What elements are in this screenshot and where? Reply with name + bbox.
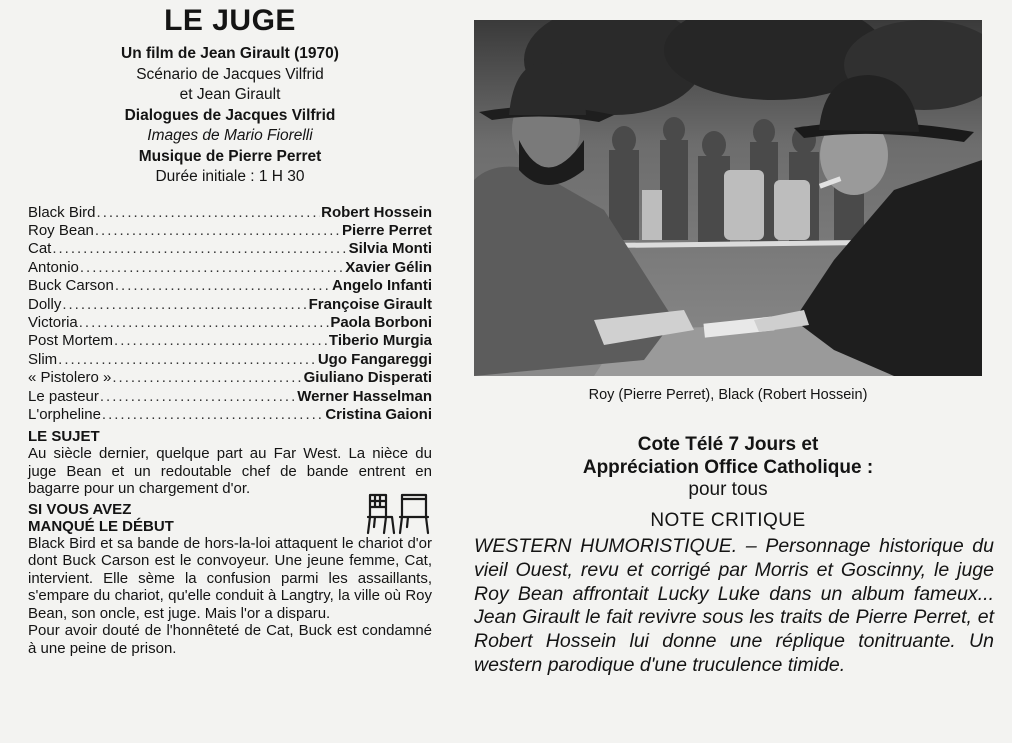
cast-role: Buck Carson: [28, 277, 114, 295]
chairs-icon: [366, 491, 432, 535]
dot-leader: [112, 369, 302, 387]
cast-row: [28, 277, 432, 295]
cast-row: [28, 388, 432, 406]
cast-row: [28, 314, 432, 332]
cast-role: L'orpheline: [28, 405, 101, 423]
cast-role: Slim: [28, 350, 58, 368]
dot-leader: [100, 388, 296, 406]
cast-row: [28, 351, 432, 369]
left-column: [28, 4, 432, 657]
dot-leader: [52, 240, 347, 258]
dot-leader: [58, 351, 317, 369]
film-still-photo: [474, 20, 982, 376]
dot-leader: [115, 277, 331, 295]
cast-role: Antonio: [28, 258, 79, 276]
right-column: [474, 20, 996, 678]
dot-leader: [114, 332, 328, 350]
dot-leader: [62, 296, 307, 314]
sujet-heading: LE SUJET: [28, 428, 100, 446]
cast-row: [28, 332, 432, 350]
missed-text-1: Black Bird et sa bande de hors-la-loi attaquent le chariot d'or dont Buck Carson est le convoyeur. Une jeune femme, Cat, intervient. Elle sème la confusion parmi les assaillants, s'empare du chariot, qu'elle conduit à Langtry, la ville où Roy Bean, son oncle, est juge. Mais l'or a disparu.: [28, 534, 432, 622]
cast-actor: Werner Hasselman: [297, 387, 432, 405]
critique-text: WESTERN HUMORISTIQUE. – Personnage historique du vieil Ouest, revu et corrigé par Morris et Goscinny, le juge Roy Bean affrontait Lucky Luke dans un album fameux... Jean Girault le fait revivre sous les traits de Pierre Perret, et Robert Hossein lui donne une réplique tonitruante. Un western parodique d'une truculence timide.: [474, 535, 994, 676]
cast-list: [28, 204, 432, 425]
photo-illustration: [474, 20, 982, 376]
director-line: Un film de Jean Girault (1970): [121, 45, 339, 62]
cast-actor: Tiberio Murgia: [328, 332, 432, 350]
cast-role: Black Bird: [28, 203, 96, 221]
rating-line-2: Appréciation Office Catholique :: [582, 457, 874, 478]
cast-row: [28, 406, 432, 424]
images-line: Images de Mario Fiorelli: [147, 127, 313, 144]
missed-heading-line-1: SI VOUS AVEZ: [28, 500, 132, 518]
dot-leader: [80, 259, 344, 277]
cast-row: [28, 204, 432, 222]
cast-row: [28, 296, 432, 314]
cast-actor: Xavier Gélin: [345, 258, 432, 276]
dialogues-line: Dialogues de Jacques Vilfrid: [124, 106, 336, 124]
cast-actor: Pierre Perret: [341, 221, 432, 239]
cast-role: Cat: [28, 240, 52, 258]
cast-role: Post Mortem: [28, 332, 114, 350]
cast-row: [28, 240, 432, 258]
dot-leader: [102, 406, 324, 424]
cast-row: [28, 259, 432, 277]
cast-role: Roy Bean: [28, 221, 94, 239]
dot-leader: [97, 204, 321, 222]
missed-heading: [28, 501, 432, 535]
dot-leader: [79, 314, 330, 332]
cast-role: Dolly: [28, 295, 62, 313]
rating-line-1: Cote Télé 7 Jours et: [637, 434, 819, 455]
music-line: Musique de Pierre Perret: [138, 147, 322, 165]
film-credits: [28, 44, 432, 188]
cast-actor: Giuliano Disperati: [303, 369, 432, 387]
cast-role: « Pistolero »: [28, 369, 112, 387]
cast-role: Le pasteur: [28, 387, 99, 405]
cast-actor: Robert Hossein: [321, 203, 432, 221]
cast-actor: Cristina Gaioni: [325, 405, 432, 423]
cast-role: Victoria: [28, 313, 78, 331]
cast-actor: Ugo Fangareggi: [317, 350, 432, 368]
dot-leader: [95, 222, 341, 240]
photo-caption: Roy (Pierre Perret), Black (Robert Hossein): [588, 387, 868, 403]
missed-heading-line-2: MANQUÉ LE DÉBUT: [28, 517, 174, 535]
duration-line: Durée initiale : 1 H 30: [155, 168, 305, 185]
scenario-line-2: et Jean Girault: [179, 86, 281, 103]
cast-row: [28, 369, 432, 387]
film-title: LE JUGE: [164, 4, 296, 37]
scenario-line-1: Scénario de Jacques Vilfrid: [136, 65, 324, 83]
rating-line-3: pour tous: [688, 479, 768, 500]
cast-actor: Paola Borboni: [330, 313, 432, 331]
cast-actor: Angelo Infanti: [332, 277, 432, 295]
missed-text-2: Pour avoir douté de l'honnêteté de Cat, Buck est condamné à une peine de prison.: [28, 622, 432, 657]
cast-row: [28, 222, 432, 240]
cast-actor: Françoise Girault: [308, 295, 432, 313]
cast-actor: Silvia Monti: [348, 240, 432, 258]
critique-heading: NOTE CRITIQUE: [650, 510, 806, 531]
rating-block: [474, 433, 982, 501]
sujet-text: Au siècle dernier, quelque part au Far West. La nièce du juge Bean et un redoutable chef de bande entrent en bagarre pour un chargement d'or.: [28, 445, 432, 498]
